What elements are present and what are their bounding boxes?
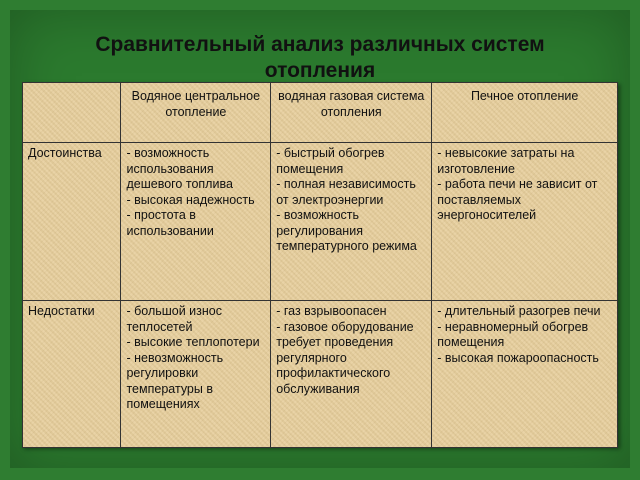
list-item: - возможность регулирования температурного режима [276,208,417,253]
cell-advantages-stove [432,143,618,301]
header-water-gas: водяная газовая система отопления [271,83,432,143]
page-title [60,32,580,84]
cell-disadvantages-stove [432,301,618,448]
title-line-1: Сравнительный анализ различных систем [95,33,545,56]
list-item: - быстрый обогрев помещения [276,146,385,176]
list-item: - большой износ теплосетей [126,304,223,334]
header-stove: Печное отопление [432,83,618,143]
table-row-disadvantages [23,301,618,448]
row-label-disadvantages: Недостатки [23,301,121,448]
list-item: - высокая пожароопасность [437,350,599,365]
list-item: - простота в использовании [126,208,214,238]
table-row-advantages [23,143,618,301]
cell-disadvantages-water-central [121,301,271,448]
row-label-advantages: Достоинства [23,143,121,301]
list-item: - работа печи не зависит от поставляемых энергоносителей [437,177,598,222]
cell-advantages-water-gas [271,143,432,301]
cell-disadvantages-water-gas [271,301,432,448]
list-item: - длительный разогрев печи [437,304,601,318]
title-line-2: отопления [264,59,376,82]
table [22,82,618,448]
corner-cell [23,83,121,143]
list-item: - невозможность регулировки температуры в помещениях [126,350,224,411]
list-item: - газовое оборудование требует проведения регулярного профилактического обслуживания [276,319,414,396]
list-item: - высокие теплопотери [126,335,260,349]
list-item: - возможность использования дешевого топлива [126,146,233,191]
list-item: - невысокие затраты на изготовление [437,146,575,176]
list-item: - неравномерный обогрев помещения [437,319,589,349]
table-header-row [23,83,618,143]
header-water-central: Водяное центральное отопление [121,83,271,143]
cell-advantages-water-central [121,143,271,301]
list-item: - газ взрывоопасен [276,304,387,318]
comparison-table [22,82,618,447]
list-item: - полная независимость от электроэнергии [276,177,416,207]
list-item: - высокая надежность [126,192,255,207]
